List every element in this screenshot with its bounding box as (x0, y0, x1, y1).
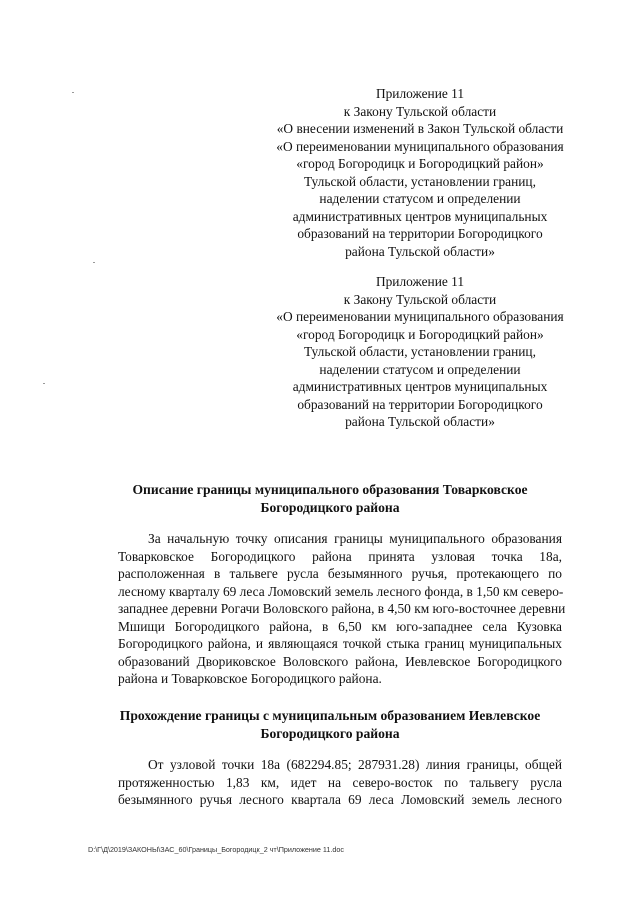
heading-line: Прохождение границы с муниципальным образованием Иевлевское (119, 708, 541, 723)
paragraph-line: Товарковское Богородицкого района принята узловая точка 18а, (118, 548, 562, 564)
appendix-header-original (270, 273, 570, 431)
paragraph-line: лесному кварталу 69 леса Ломовский земель лесного фонда, в 1,50 км северо- (118, 583, 564, 599)
paragraph-line: За начальную точку описания границы муниципального образования (148, 531, 562, 546)
appendix-line: Тульской области, установлении границ, (304, 173, 536, 189)
appendix-line: Приложение 11 (375, 86, 465, 101)
appendix-header-amending (270, 85, 570, 260)
section-heading-description (100, 481, 560, 516)
paragraph-starting-point (118, 530, 566, 688)
appendix-line: района Тульской области» (345, 243, 495, 259)
appendix-line: наделении статусом и определении (319, 361, 521, 377)
paragraph-line: западнее деревни Рогачи Воловского района, в 4,50 км юго-восточнее деревни (118, 601, 566, 616)
appendix-line: «город Богородицк и Богородицкий район» (296, 156, 544, 171)
appendix-line: образований на территории Богородицкого (297, 226, 543, 241)
appendix-line: наделении статусом и определении (319, 191, 521, 206)
appendix-line: образований на территории Богородицкого (297, 396, 543, 412)
appendix-line: административных центров муниципальных (292, 208, 548, 224)
section-heading-border-ievlevskoe (100, 707, 560, 742)
paragraph-line: образований Двориковское Воловского района, Иевлевское Богородицкого (118, 653, 562, 669)
paragraph-line: От узловой точки 18а (682294.85; 287931.28) линия границы, общей (148, 757, 562, 772)
paragraph-line: протяженностью 1,83 км, идет на северо-восток по тальвегу русла (118, 774, 562, 790)
appendix-line: «О внесении изменений в Закон Тульской области (276, 121, 564, 136)
heading-line: Описание границы муниципального образования Товарковское (132, 482, 528, 497)
appendix-line: «город Богородицк и Богородицкий район» (296, 326, 544, 342)
heading-line: Богородицкого района (260, 499, 400, 515)
appendix-line: Тульской области, установлении границ, (304, 344, 536, 359)
appendix-line: «О переименовании муниципального образования (276, 309, 564, 324)
scan-speck (93, 262, 95, 263)
paragraph-line: безымянного ручья лесного квартала 69 леса Ломовский земель лесного (118, 792, 562, 807)
paragraph-line: района и Товарковское Богородицкого района. (118, 671, 382, 686)
appendix-line: к Закону Тульской области (343, 291, 497, 307)
appendix-line: Приложение 11 (375, 274, 465, 289)
heading-line: Богородицкого района (260, 725, 400, 741)
appendix-line: к Закону Тульской области (343, 103, 497, 119)
file-path-footer: D:\Г\Д\2019\ЗАКОНЫ\ЗАС_60\Границы_Богородицк_2 чт\Приложение 11.doc (88, 845, 344, 854)
appendix-line: района Тульской области» (345, 414, 495, 429)
paragraph-line: Мшищи Богородицкого района, в 6,50 км юго-западнее села Кузовка (118, 618, 562, 634)
paragraph-line: Богородицкого района, и являющаяся точкой стыка границ муниципальных (118, 636, 562, 651)
paragraph-line: расположенная в тальвеге русла безымянного ручья, протекающего по (118, 566, 562, 581)
appendix-line: «О переименовании муниципального образования (276, 138, 564, 154)
scan-speck (72, 92, 74, 93)
scan-speck (43, 383, 45, 384)
paragraph-border-route (118, 756, 562, 809)
appendix-line: административных центров муниципальных (292, 379, 548, 394)
